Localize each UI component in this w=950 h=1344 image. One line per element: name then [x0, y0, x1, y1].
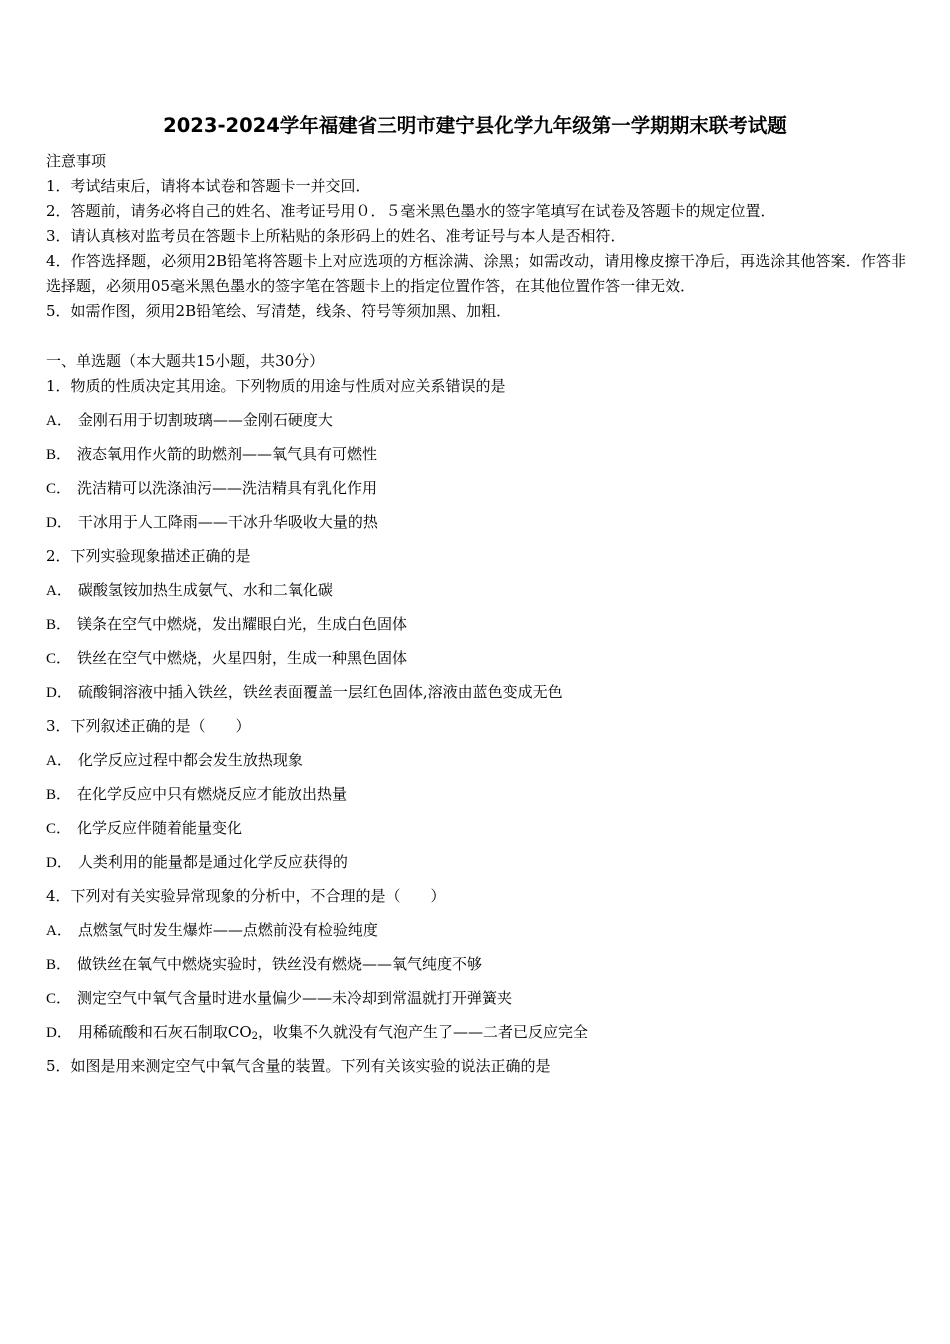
option-letter: B． [46, 447, 72, 463]
option-text: 人类利用的能量都是通过化学反应获得的 [77, 853, 348, 871]
question-3-option-c [46, 816, 906, 850]
question-1-option-d [46, 510, 906, 544]
option-letter: A． [46, 583, 72, 599]
option-letter: B． [46, 957, 72, 973]
option-letter: C． [46, 651, 72, 667]
question-1-option-b [46, 442, 906, 476]
option-letter: B． [46, 787, 72, 803]
option-text: 金刚石用于切割玻璃——金刚石硬度大 [77, 411, 333, 429]
option-letter: C． [46, 991, 72, 1007]
option-letter: A． [46, 413, 72, 429]
option-text: 点燃氢气时发生爆炸——点燃前没有检验纯度 [77, 921, 378, 939]
option-text: 化学反应伴随着能量变化 [77, 819, 243, 837]
question-3-option-a [46, 748, 906, 782]
notice-list [46, 174, 906, 324]
question-4-option-a [46, 918, 906, 952]
question-3-stem: 3．下列叙述正确的是（ ） [46, 717, 251, 735]
question-5-stem: 5．如图是用来测定空气中氧气含量的装置。下列有关该实验的说法正确的是 [46, 1057, 551, 1075]
question-1-stem: 1．物质的性质决定其用途。下列物质的用途与性质对应关系错误的是 [46, 377, 506, 395]
option-letter: A． [46, 923, 72, 939]
subscript: 2 [251, 1031, 258, 1042]
option-text: 在化学反应中只有燃烧反应才能放出热量 [77, 785, 348, 803]
question-4-option-c [46, 986, 906, 1020]
option-text: 镁条在空气中燃烧，发出耀眼白光，生成白色固体 [77, 615, 408, 633]
question-4-option-b [46, 952, 906, 986]
notice-item-3: 3．请认真核对监考员在答题卡上所粘贴的条形码上的姓名、准考证号与本人是否相符． [46, 227, 626, 245]
option-letter: C． [46, 481, 72, 497]
option-letter: A． [46, 753, 72, 769]
option-letter: C． [46, 821, 72, 837]
question-1-option-a [46, 408, 906, 442]
section-heading: 一、单选题（本大题共15小题，共30分） [46, 352, 325, 370]
notice-item-4: 4．作答选择题，必须用2B铅笔将答题卡上对应选项的方框涂满、涂黑；如需改动，请用橡皮擦干净后，再选涂其他答案．作答非选择题，必须用05毫米黑色墨水的签字笔在答题卡上的指定位置作答，在其他位置作答一律无效． [46, 252, 906, 295]
page-title: 2023-2024学年福建省三明市建宁县化学九年级第一学期期末联考试题 [163, 114, 787, 137]
option-letter: D． [46, 685, 72, 701]
option-text: 干冰用于人工降雨——干冰升华吸收大量的热 [77, 513, 378, 531]
notice-heading: 注意事项 [46, 152, 107, 170]
question-2-option-b [46, 612, 906, 646]
question-2-option-a [46, 578, 906, 612]
option-letter: D． [46, 855, 72, 871]
option-text: 铁丝在空气中燃烧，火星四射，生成一种黑色固体 [77, 649, 408, 667]
question-3-option-d [46, 850, 906, 884]
option-text: 做铁丝在氧气中燃烧实验时，铁丝没有燃烧——氧气纯度不够 [77, 955, 483, 973]
question-1-option-c [46, 476, 906, 510]
notice-item-1: 1．考试结束后，请将本试卷和答题卡一并交回． [46, 177, 371, 195]
option-text-after: ，收集不久就没有气泡产生了——二者已反应完全 [258, 1023, 589, 1041]
notice-item-5: 5．如需作图，须用2B铅笔绘、写清楚，线条、符号等须加黑、加粗． [46, 302, 512, 320]
notice-item-2: 2．答题前，请务必将自己的姓名、准考证号用０．５毫米黑色墨水的签字笔填写在试卷及答题卡的规定位置． [46, 202, 776, 220]
question-4-option-d [46, 1020, 906, 1054]
option-letter: B． [46, 617, 72, 633]
option-text: 液态氧用作火箭的助燃剂——氧气具有可燃性 [77, 445, 378, 463]
question-list [46, 374, 906, 1088]
option-text: 硫酸铜溶液中插入铁丝，铁丝表面覆盖一层红色固体,溶液由蓝色变成无色 [77, 683, 563, 701]
option-text-before: 用稀硫酸和石灰石制取CO [77, 1023, 252, 1041]
option-text: 洗洁精可以洗涤油污——洗洁精具有乳化作用 [77, 479, 378, 497]
option-letter: D． [46, 515, 72, 531]
question-2-option-c [46, 646, 906, 680]
option-letter: D． [46, 1025, 72, 1041]
question-2-stem: 2．下列实验现象描述正确的是 [46, 547, 251, 565]
question-3-option-b [46, 782, 906, 816]
option-text: 碳酸氢铵加热生成氨气、水和二氧化碳 [77, 581, 333, 599]
question-2-option-d [46, 680, 906, 714]
question-4-stem: 4．下列对有关实验异常现象的分析中，不合理的是（ ） [46, 887, 446, 905]
option-text: 测定空气中氧气含量时进水量偏少——未冷却到常温就打开弹簧夹 [77, 989, 513, 1007]
option-text: 化学反应过程中都会发生放热现象 [77, 751, 303, 769]
